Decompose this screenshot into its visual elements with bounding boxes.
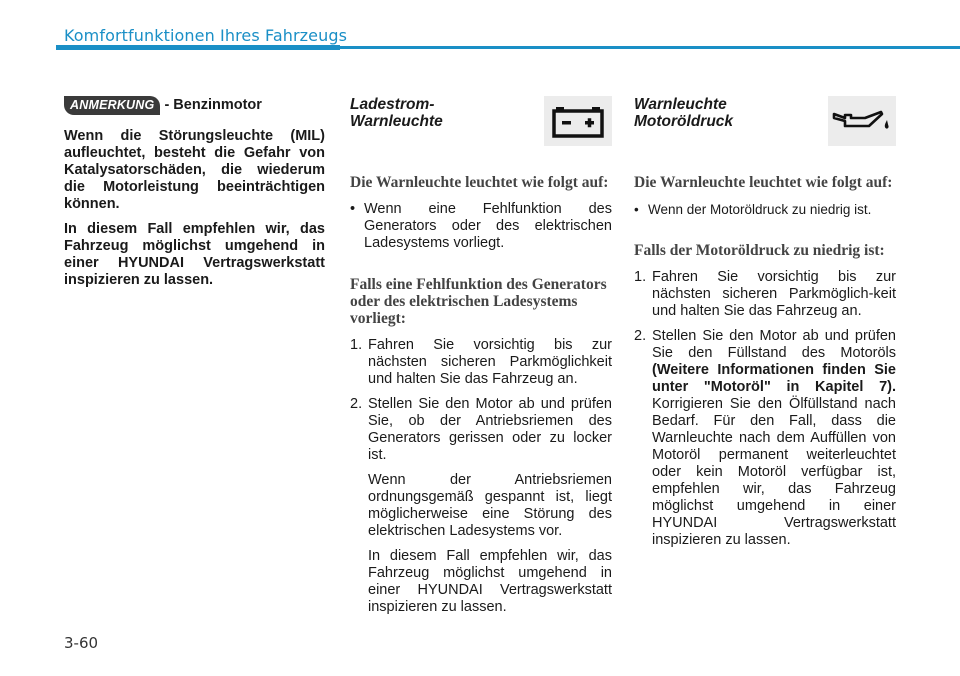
note-title: - Benzinmotor	[164, 97, 262, 113]
step-text: Stellen Sie den Motor ab und prüfen Sie, ob der Antriebsriemen des Generators gerissen oder zu locker ist.	[368, 396, 612, 463]
charging-step-1	[350, 337, 612, 388]
header-rule-accent	[56, 45, 340, 50]
charging-fault-heading: Falls eine Fehlfunktion des Generators oder des elektrischen Ladesystems vorliegt:	[350, 276, 607, 327]
oil-section-header	[634, 96, 896, 148]
step-reference: (Weitere Informationen finden Sie unter "Motoröl" in Kapitel 7).	[652, 362, 896, 395]
step-text: Fahren Sie vorsichtig bis zur nächsten sicheren Parkmöglichkeit und halten Sie das Fahrzeug an.	[368, 337, 612, 387]
charging-step-2	[350, 396, 612, 464]
oil-pressure-warning-section	[634, 96, 896, 557]
step-number: 2.	[634, 328, 647, 344]
chapter-title: Komfortfunktionen Ihres Fahrzeugs	[64, 26, 348, 45]
oil-low-heading: Falls der Motoröldruck zu niedrig ist:	[634, 242, 885, 259]
page-number: 3-60	[64, 634, 99, 652]
charging-warning-section	[350, 96, 612, 624]
oil-step-2	[634, 328, 896, 549]
note-badge: ANMERKUNG	[64, 96, 160, 115]
step-number: 2.	[350, 396, 363, 412]
note-paragraph-2: In diesem Fall empfehlen wir, das Fahrzeug möglichst umgehend in einer HYUNDAI Vertragswerkstatt inspizieren zu lassen.	[64, 221, 325, 288]
note-header	[64, 96, 325, 122]
oil-title-line-1: Warnleuchte	[634, 96, 727, 113]
charging-section-title	[350, 96, 520, 130]
oil-section-title	[634, 96, 804, 130]
oil-title-line-2: Motoröldruck	[634, 113, 734, 130]
charging-lights-heading: Die Warnleuchte leuchtet wie folgt auf:	[350, 174, 609, 191]
step-text-continued: Korrigieren Sie den Ölfüllstand nach Bedarf. Für den Fall, dass die Warnleuchte nach dem Auffüllen von Motoröl permanent weiterleuchtet oder kein Motoröl verfügbar ist, empfehlen wir, das Fahrzeug möglichst umgehend in einer HYUNDAI Vertragswerkstatt inspizieren zu lassen.	[652, 396, 896, 548]
oil-bullet: • Wenn der Motoröldruck zu niedrig ist.	[634, 201, 896, 218]
charging-title-line-1: Ladestrom-	[350, 96, 435, 113]
charging-step-2-advice: In diesem Fall empfehlen wir, das Fahrzeug möglichst umgehend in einer HYUNDAI Vertragswerkstatt inspizieren zu lassen.	[368, 548, 612, 615]
oil-can-icon	[828, 96, 896, 146]
oil-step-1	[634, 269, 896, 320]
step-number: 1.	[350, 337, 363, 353]
oil-lights-heading: Die Warnleuchte leuchtet wie folgt auf:	[634, 174, 893, 191]
battery-icon	[544, 96, 612, 146]
step-text: Stellen Sie den Motor ab und prüfen Sie den Füllstand des Motoröls	[652, 328, 896, 361]
charging-section-header	[350, 96, 612, 148]
charging-step-2-note: Wenn der Antriebsriemen ordnungsgemäß gespannt ist, liegt möglicherweise eine Störung des elektrischen Ladesystems vor.	[368, 472, 612, 539]
note-paragraph-1: Wenn die Störungsleuchte (MIL) aufleuchtet, besteht die Gefahr von Katalysatorschäden, die wiederum die Motorleistung beeinträchtigen können.	[64, 128, 325, 212]
charging-title-line-2: Warnleuchte	[350, 113, 443, 130]
charging-bullet: • Wenn eine Fehlfunktion des Generators oder des elektrischen Ladesystems vorliegt.	[350, 201, 612, 252]
note-column	[64, 96, 325, 297]
step-number: 1.	[634, 269, 647, 285]
step-text: Fahren Sie vorsichtig bis zur nächsten sicheren Parkmöglich-keit und halten Sie das Fahrzeug an.	[652, 269, 896, 319]
